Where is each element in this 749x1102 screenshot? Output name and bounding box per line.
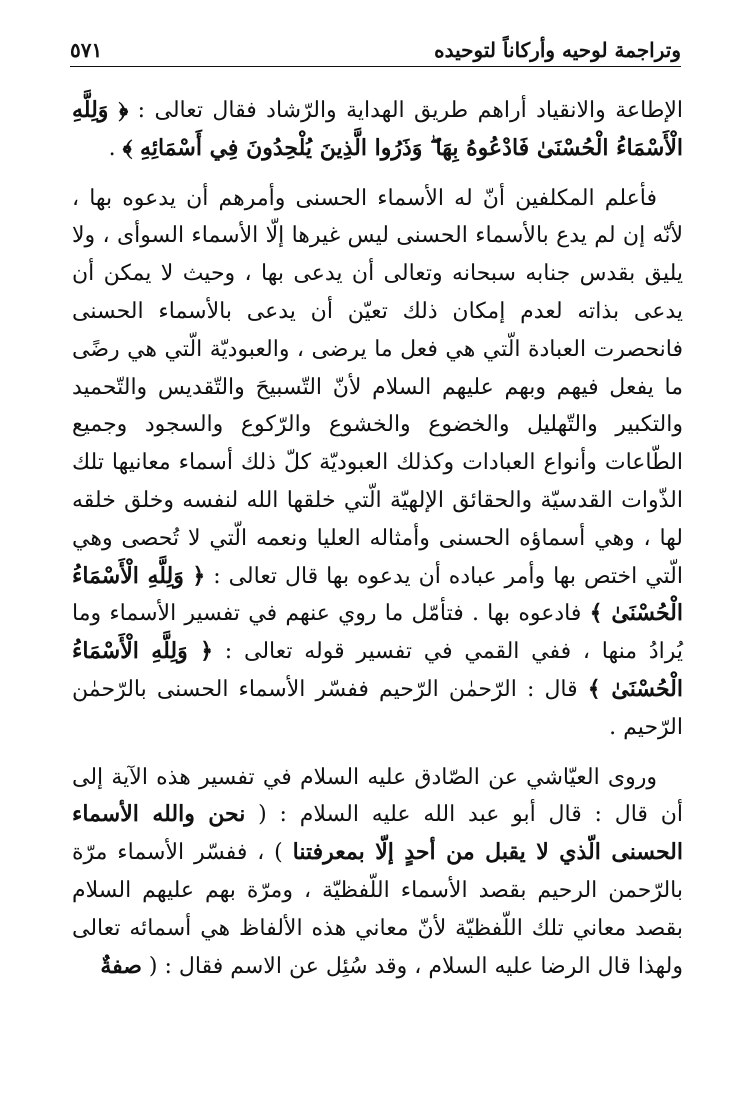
quran-verse: ﴿ وَلِلَّهِ الْأَسْمَاءُ الْحُسْنَىٰ ﴾ [72,562,683,627]
header-rule [70,66,681,67]
text-segment: ) ، ففسّر الأسماء مرّة بالرّحمن الرحيم بقصد الأسماء اللّفظيّة ، ومرّة بهم عليهم السلام بقصد معاني تلك اللّفظيّة لأنّ معاني هذه الألفاظ هي أسمائه تعالى ولهذا قال الرضا عليه السلام ، وقد سُئِل عن الاسم فقال : ( [72,840,683,979]
text-segment: . [108,135,123,161]
running-title: وتراجمة لوحيه وأركاناً لتوحيده [434,38,681,62]
quran-verse: ﴿ وَلِلَّهِ الْأَسْمَاءُ الْحُسْنَىٰ فَادْعُوهُ بِهَا ۖ وَذَرُوا الَّذِينَ يُلْحِدُونَ فِي أَسْمَائِهِ ﴾ [72,97,683,161]
text-segment: الإطاعة والانقياد أراهم طريق الهداية والرّشاد فقال تعالى : [128,98,684,123]
text-segment: قال : الرّحمٰن الرّحيم ففسّر الأسماء الحسنى بالرّحمٰن الرّحيم . [72,676,683,740]
hadith-quote: صفةٌ [100,952,142,979]
body-text [72,92,683,997]
paragraph [72,92,683,168]
text-segment: فأعلم المكلفين أنّ له الأسماء الحسنى وأمرهم أن يدعوه بها ، لأنّه إن لم يدع بالأسماء الحسنى ليس غيرها إلّا الأسماء السوأى ، ولا يليق بقدس جنابه سبحانه وتعالى أن يدعى بها ، وحيث لا يمكن أن يدعى بذاته لعدم إمكان ذلك تعيّن أن يدعى بالأسماء الحسنى فانحصرت العبادة الّتي هي فعل ما يرضى ، والعبوديّة الّتي هي رضًى ما يفعل فيهم وبهم عليهم السلام لأنّ التّسبيحَ والتّقديس والتّحميد والتكبير والتّهليل والخضوع والخشوع والرّكوع والسجود وجميع الطّاعات وأنواع العبادات وكذلك العبوديّة كلّ ذلك أسماء معانيها تلك الذّوات القدسيّة والحقائق الإلهيّة الّتي خلقها الله لنفسه وخلق خلقه لها ، وهي أسماؤه الحسنى وأمثاله العليا ونعمه الّتي لا تُحصى وهي الّتي اختص بها وأمر عباده أن يدعوه بها قال تعالى : [72,185,684,589]
page-number: ٥٧١ [70,38,103,62]
text-segment: وروى العيّاشي عن الصّادق عليه السلام في تفسير هذه الآية إلى أن قال : قال أبو عبد الله عليه السلام : ( [72,764,683,828]
paragraph [72,759,683,986]
paragraph [72,180,683,747]
page-header [70,28,681,62]
text-segment: فادعوه بها . فتأمّل ما روي عنهم في تفسير الأسماء وما يُرادُ منها ، ففي القمي في تفسير قوله تعالى : [72,601,683,665]
hadith-quote: نحن والله الأسماء الحسنى الّذي لا يقبل من أحدٍ إلّا بمعرفتنا [72,801,683,866]
quran-verse: ﴿ وَلِلَّهِ الْأَسْمَاءُ الْحُسْنَىٰ ﴾ [72,638,683,702]
